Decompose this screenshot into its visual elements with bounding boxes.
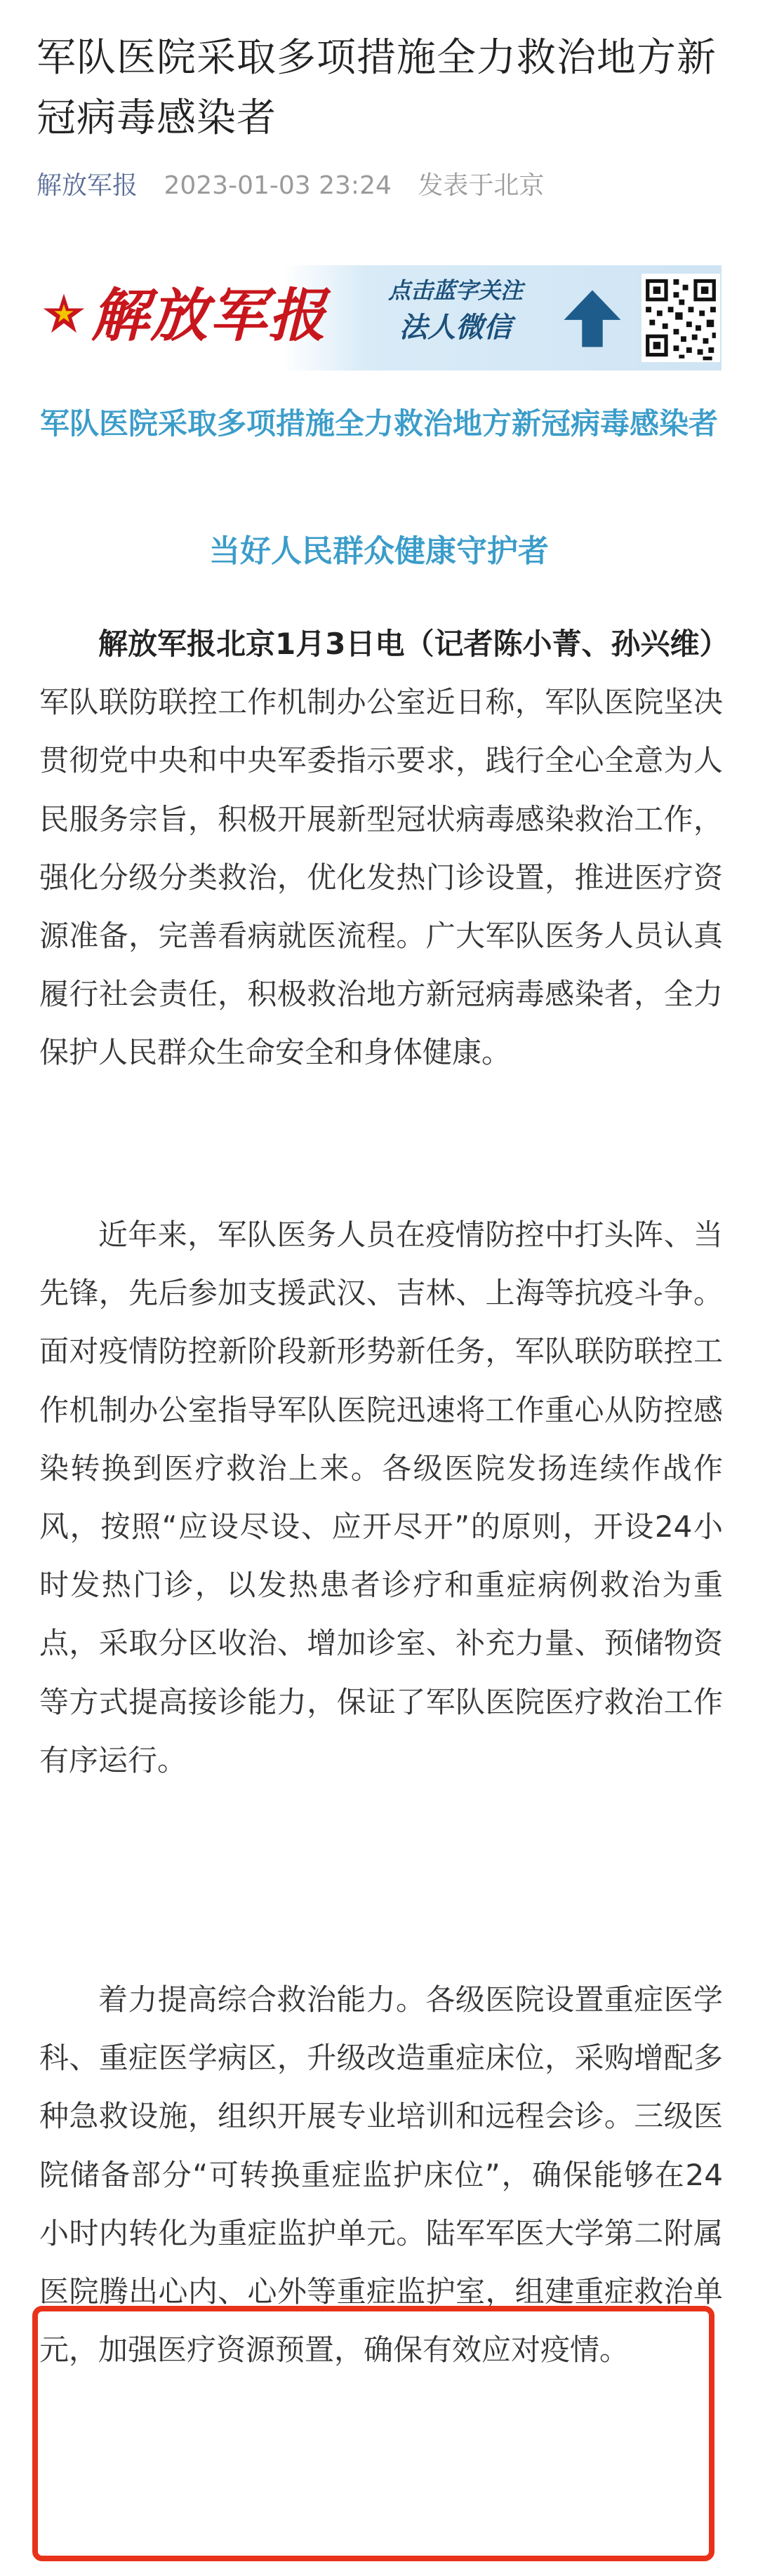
follow-cta-top: 点击蓝字关注 (387, 277, 523, 304)
article-title: 军队医院采取多项措施全力救治地方新冠病毒感染者 (36, 35, 717, 141)
follow-cta-bottom: 法人微信 (399, 312, 512, 344)
body-paragraph-2: 近年来，军队医务人员在疫情防控中打头阵、当先锋，先后参加支援武汉、吉林、上海等抗疫斗争。面对疫情防控新阶段新形势新任务，军队联防联控工作机制办公室指导军队医院迅速将工作重心从防控感染转换到医疗救治上来。各级医院发扬连续作战作风，按照“应设尽设、应开尽开”的原则，开设24小时发热门诊，以发热患者诊疗和重症病例救治为重点，采取分区收治、增加诊室、补充力量、预储物资等方式提高接诊能力，保证了军队医院医疗救治工作有序运行。 (39, 1217, 723, 1777)
up-arrow-icon (559, 286, 626, 351)
paragraph-1-text: 军队联防联控工作机制办公室近日称，军队医院坚决贯彻党中央和中央军委指示要求，践行全心全意为人民服务宗旨，积极开展新型冠状病毒感染救治工作，强化分级分类救治，优化发热门诊设置，推进医疗资源准备，完善看病就医流程。广大军队医务人员认真履行社会责任，积极救治地方新冠病毒感染者，全力保护人民群众生命安全和身体健康。 (39, 685, 723, 1070)
publish-datetime: 2023-01-03 23:24 (164, 171, 392, 200)
body-paragraph-3: 着力提高综合救治能力。各级医院设置重症医学科、重症医学病区，升级改造重症床位，采购增配多种急救设施，组织开展专业培训和远程会诊。三级医院储备部分“可转换重症监护床位”，确保能够在24小时内转化为重症监护单元。陆军军医大学第二附属医院腾出心内、心外等重症监护室，组建重症救治单元，加强医疗资源预置，确保有效应对疫情。 (39, 1982, 723, 2368)
article-meta (36, 168, 544, 203)
follow-banner[interactable] (36, 265, 722, 371)
red-star-icon (42, 292, 86, 335)
publish-location: 发表于北京 (418, 171, 545, 200)
source-link[interactable]: 解放军报 (36, 171, 138, 200)
dateline: 解放军报北京1月3日电（记者陈小菁、孙兴维） (98, 627, 729, 661)
qr-code-icon[interactable] (641, 274, 720, 362)
body-paragraph-1 (39, 615, 729, 1082)
newspaper-logo: 解放军报 (91, 282, 327, 349)
article-subtitle: 军队医院采取多项措施全力救治地方新冠病毒感染者 (39, 406, 718, 441)
follow-cta[interactable] (368, 275, 543, 349)
article-tagline: 当好人民群众健康守护者 (209, 533, 549, 569)
